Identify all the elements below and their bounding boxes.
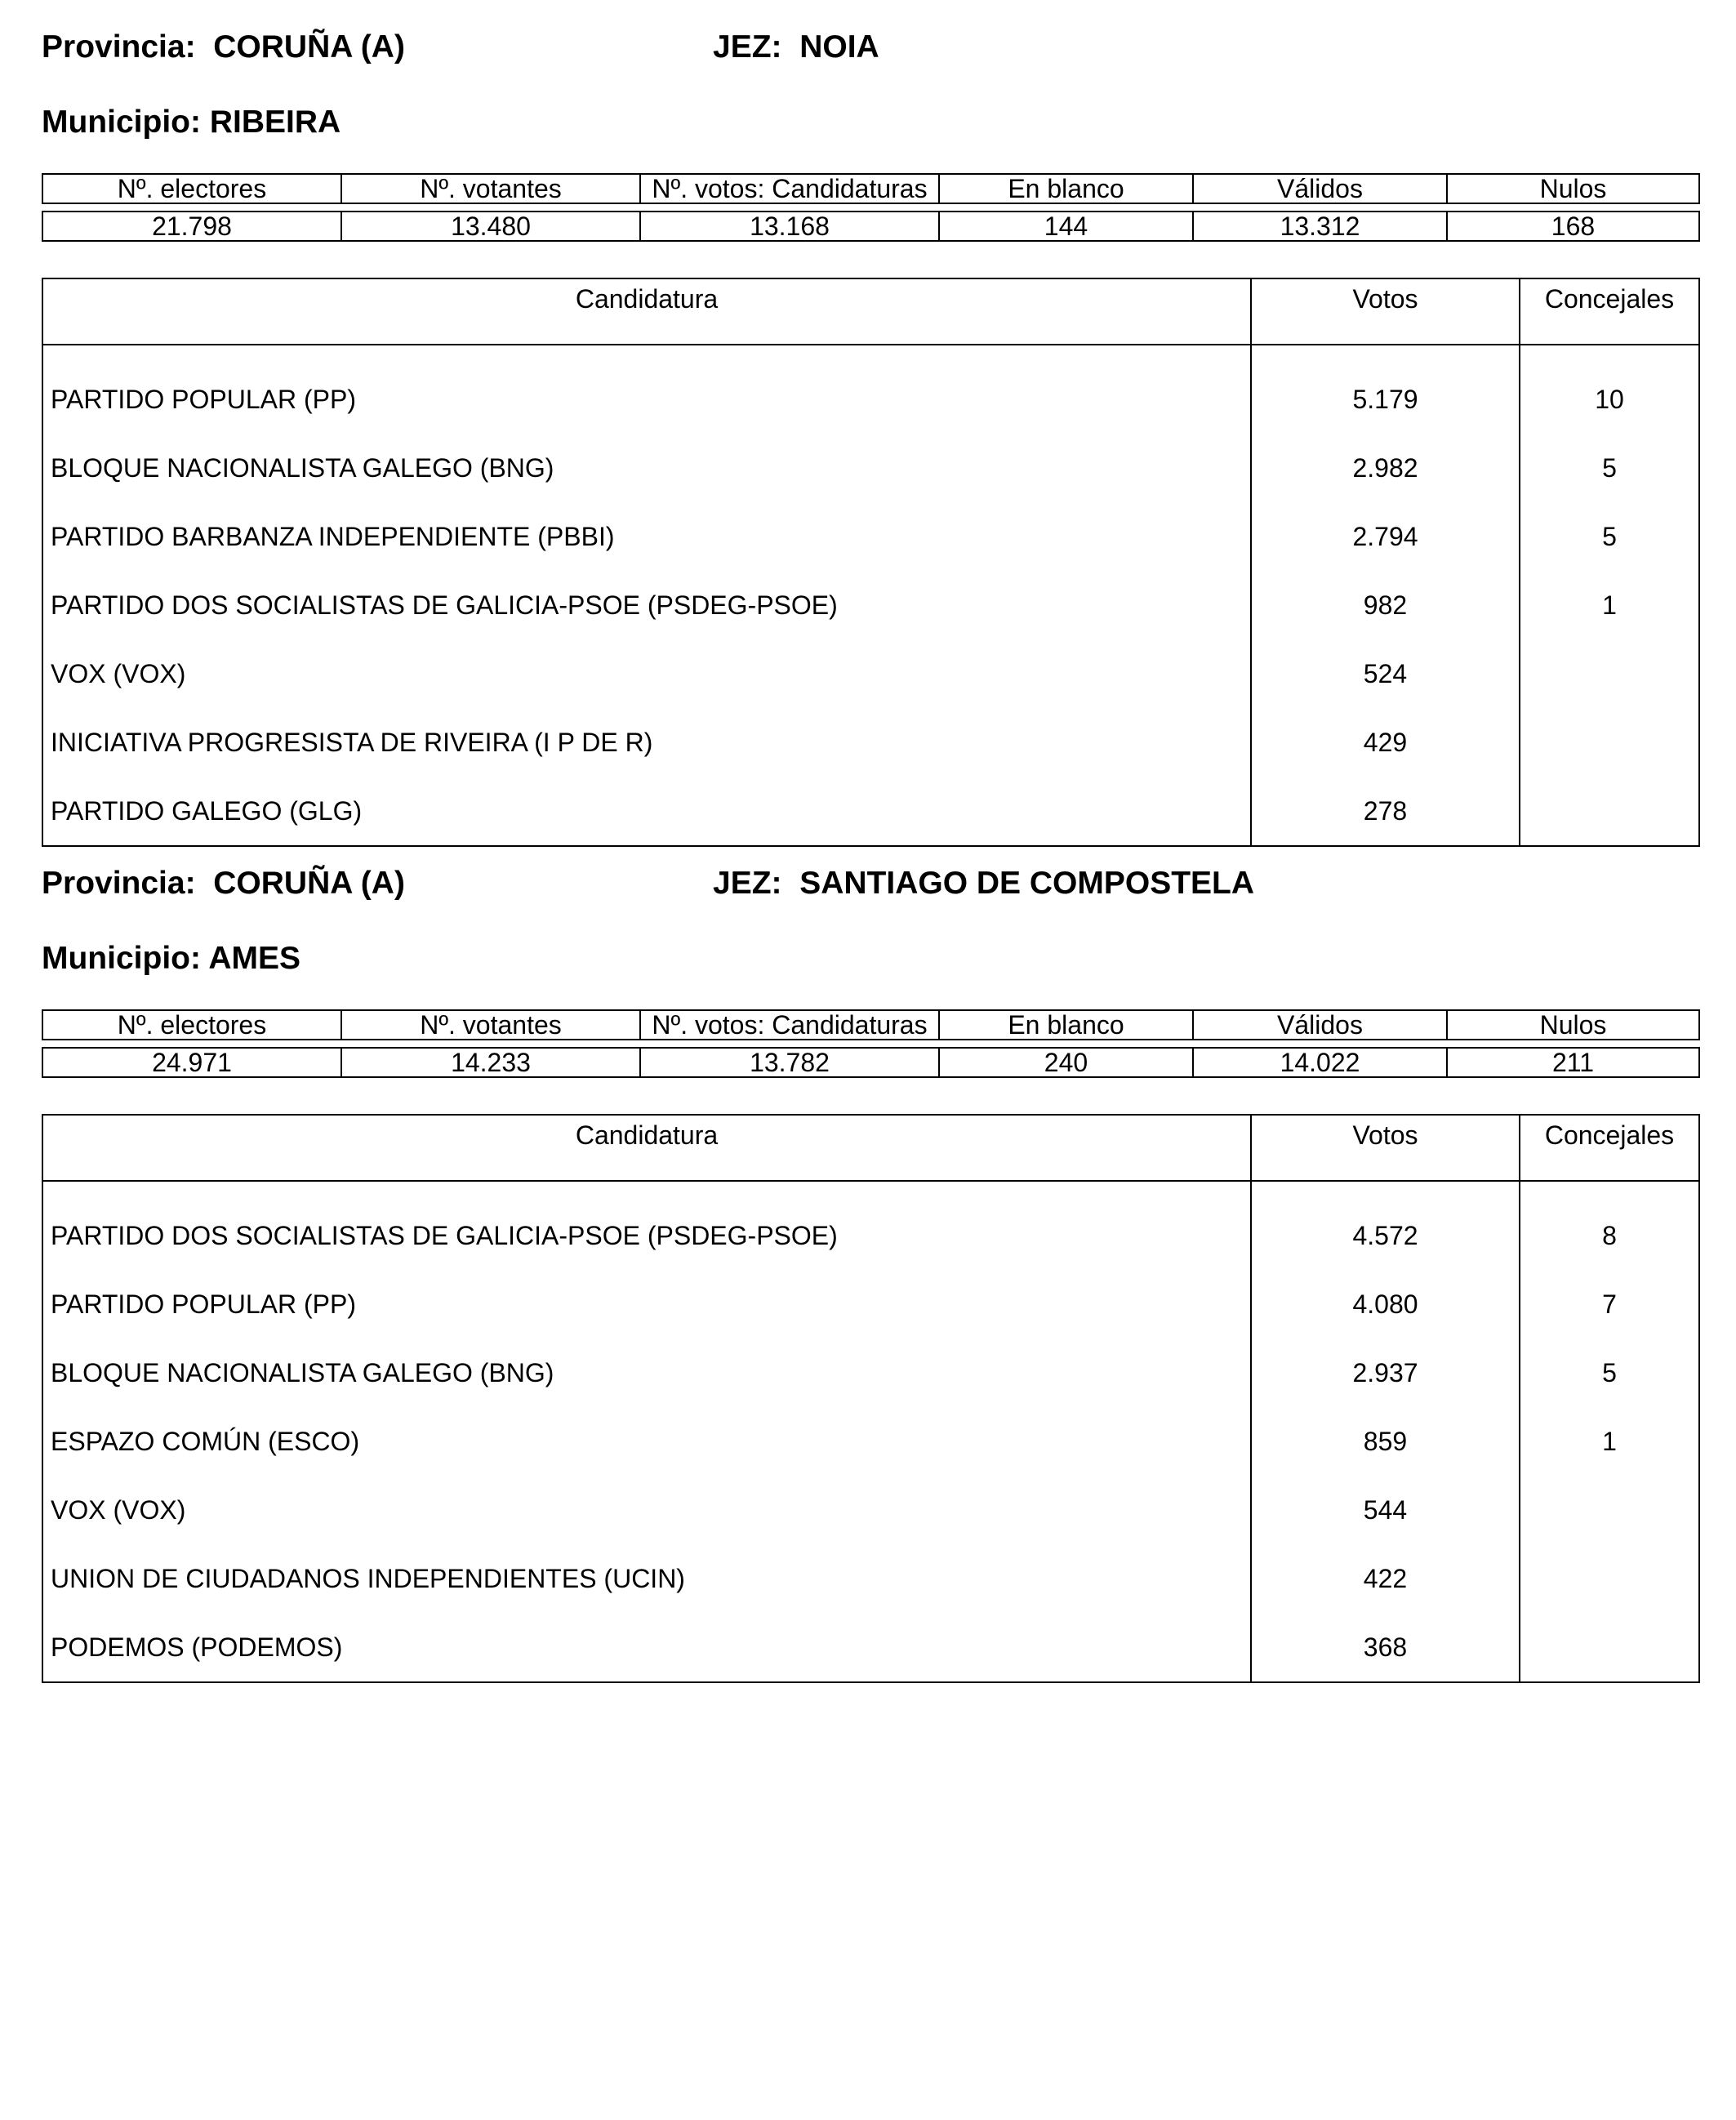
table-row (42, 1407, 1699, 1476)
summary-header: Válidos (1193, 1010, 1447, 1040)
party-votes: 2.794 (1251, 502, 1520, 571)
votos-header: Votos (1251, 1115, 1520, 1181)
jez-heading (713, 31, 879, 63)
party-seats: 8 (1602, 1220, 1617, 1250)
votos-header: Votos (1251, 278, 1520, 345)
jez-label: JEZ: (713, 866, 782, 901)
party-votes: 4.572 (1251, 1201, 1520, 1270)
municipio-heading (42, 106, 341, 138)
summary-header: Nulos (1447, 1010, 1699, 1040)
party-name: PARTIDO POPULAR (PP) (42, 365, 1251, 434)
party-seats: 5 (1602, 452, 1617, 483)
party-name: INICIATIVA PROGRESISTA DE RIVEIRA (I P DE R) (42, 708, 1251, 777)
party-name: BLOQUE NACIONALISTA GALEGO (BNG) (42, 434, 1251, 502)
summary-value: 168 (1447, 212, 1699, 241)
party-name: PARTIDO BARBANZA INDEPENDIENTE (PBBI) (42, 502, 1251, 571)
table-row (42, 1201, 1699, 1270)
party-seats (1520, 1613, 1699, 1682)
party-seats (1520, 777, 1699, 846)
summary-value: 240 (939, 1048, 1193, 1077)
summary-value: 13.168 (640, 212, 939, 241)
results-table (42, 1114, 1700, 1683)
party-seats (1520, 708, 1699, 777)
results-table (42, 278, 1700, 847)
party-name: PARTIDO POPULAR (PP) (42, 1270, 1251, 1338)
party-seats: 1 (1602, 1426, 1617, 1456)
party-votes: 2.937 (1251, 1338, 1520, 1407)
party-name: PODEMOS (PODEMOS) (42, 1613, 1251, 1682)
summary-header: Nº. votos: Candidaturas (640, 1010, 939, 1040)
party-name: PARTIDO GALEGO (GLG) (42, 777, 1251, 846)
summary-header: Nº. votantes (341, 1010, 640, 1040)
summary-header: Nº. votos: Candidaturas (640, 174, 939, 203)
party-votes: 4.080 (1251, 1270, 1520, 1338)
table-row (42, 1338, 1699, 1407)
table-row (42, 1270, 1699, 1338)
party-votes: 429 (1251, 708, 1520, 777)
party-name: VOX (VOX) (42, 1476, 1251, 1544)
provincia-heading (42, 31, 405, 63)
table-row (42, 639, 1699, 708)
table-row (42, 708, 1699, 777)
summary-value: 13.480 (341, 212, 640, 241)
summary-header: En blanco (939, 1010, 1193, 1040)
summary-header: En blanco (939, 174, 1193, 203)
summary-header: Nulos (1447, 174, 1699, 203)
summary-table (42, 1009, 1700, 1078)
provincia-value: CORUÑA (A) (213, 866, 405, 901)
party-seats: 1 (1602, 590, 1617, 620)
candidatura-header: Candidatura (42, 1115, 1251, 1181)
candidatura-header: Candidatura (42, 278, 1251, 345)
party-votes: 422 (1251, 1544, 1520, 1613)
table-row (42, 1613, 1699, 1682)
provincia-label: Provincia: (42, 29, 196, 65)
summary-value: 21.798 (42, 212, 341, 241)
party-seats (1520, 639, 1699, 708)
municipio-heading (42, 942, 300, 974)
party-votes: 368 (1251, 1613, 1520, 1682)
concejales-header: Concejales (1520, 1115, 1699, 1181)
summary-value: 14.022 (1193, 1048, 1447, 1077)
table-row (42, 777, 1699, 846)
party-seats (1520, 1476, 1699, 1544)
concejales-header: Concejales (1520, 278, 1699, 345)
summary-value: 24.971 (42, 1048, 341, 1077)
summary-value: 13.782 (640, 1048, 939, 1077)
summary-header: Nº. electores (42, 1010, 341, 1040)
municipio-value: AMES (208, 941, 301, 976)
provincia-label: Provincia: (42, 866, 196, 901)
summary-value: 14.233 (341, 1048, 640, 1077)
party-name: PARTIDO DOS SOCIALISTAS DE GALICIA-PSOE (PSDEG-PSOE) (42, 1201, 1251, 1270)
party-votes: 278 (1251, 777, 1520, 846)
party-votes: 982 (1251, 571, 1520, 639)
party-name: UNION DE CIUDADANOS INDEPENDIENTES (UCIN) (42, 1544, 1251, 1613)
party-name: ESPAZO COMÚN (ESCO) (42, 1407, 1251, 1476)
table-row (42, 571, 1699, 639)
provincia-heading (42, 867, 405, 899)
party-name: VOX (VOX) (42, 639, 1251, 708)
party-votes: 2.982 (1251, 434, 1520, 502)
municipality-section (42, 31, 1698, 831)
summary-table (42, 173, 1700, 242)
table-row (42, 365, 1699, 434)
summary-value: 211 (1447, 1048, 1699, 1077)
jez-label: JEZ: (713, 29, 782, 65)
party-name: BLOQUE NACIONALISTA GALEGO (BNG) (42, 1338, 1251, 1407)
table-row (42, 1544, 1699, 1613)
party-seats (1520, 1544, 1699, 1613)
table-row (42, 1476, 1699, 1544)
party-seats: 5 (1602, 1357, 1617, 1387)
summary-value: 144 (939, 212, 1193, 241)
party-seats: 7 (1602, 1289, 1617, 1319)
summary-header: Nº. votantes (341, 174, 640, 203)
summary-header: Nº. electores (42, 174, 341, 203)
municipality-section (42, 867, 1698, 1668)
party-name: PARTIDO DOS SOCIALISTAS DE GALICIA-PSOE (PSDEG-PSOE) (42, 571, 1251, 639)
summary-value: 13.312 (1193, 212, 1447, 241)
party-seats: 5 (1602, 521, 1617, 551)
jez-value: NOIA (799, 29, 879, 65)
party-votes: 544 (1251, 1476, 1520, 1544)
municipio-label: Municipio: (42, 105, 201, 140)
party-votes: 859 (1251, 1407, 1520, 1476)
summary-header: Válidos (1193, 174, 1447, 203)
party-votes: 524 (1251, 639, 1520, 708)
provincia-value: CORUÑA (A) (213, 29, 405, 65)
municipio-value: RIBEIRA (209, 105, 341, 140)
table-row (42, 434, 1699, 502)
municipio-label: Municipio: (42, 941, 201, 976)
party-seats: 10 (1595, 384, 1624, 414)
jez-heading (713, 867, 1254, 899)
party-votes: 5.179 (1251, 365, 1520, 434)
table-row (42, 502, 1699, 571)
jez-value: SANTIAGO DE COMPOSTELA (799, 866, 1255, 901)
